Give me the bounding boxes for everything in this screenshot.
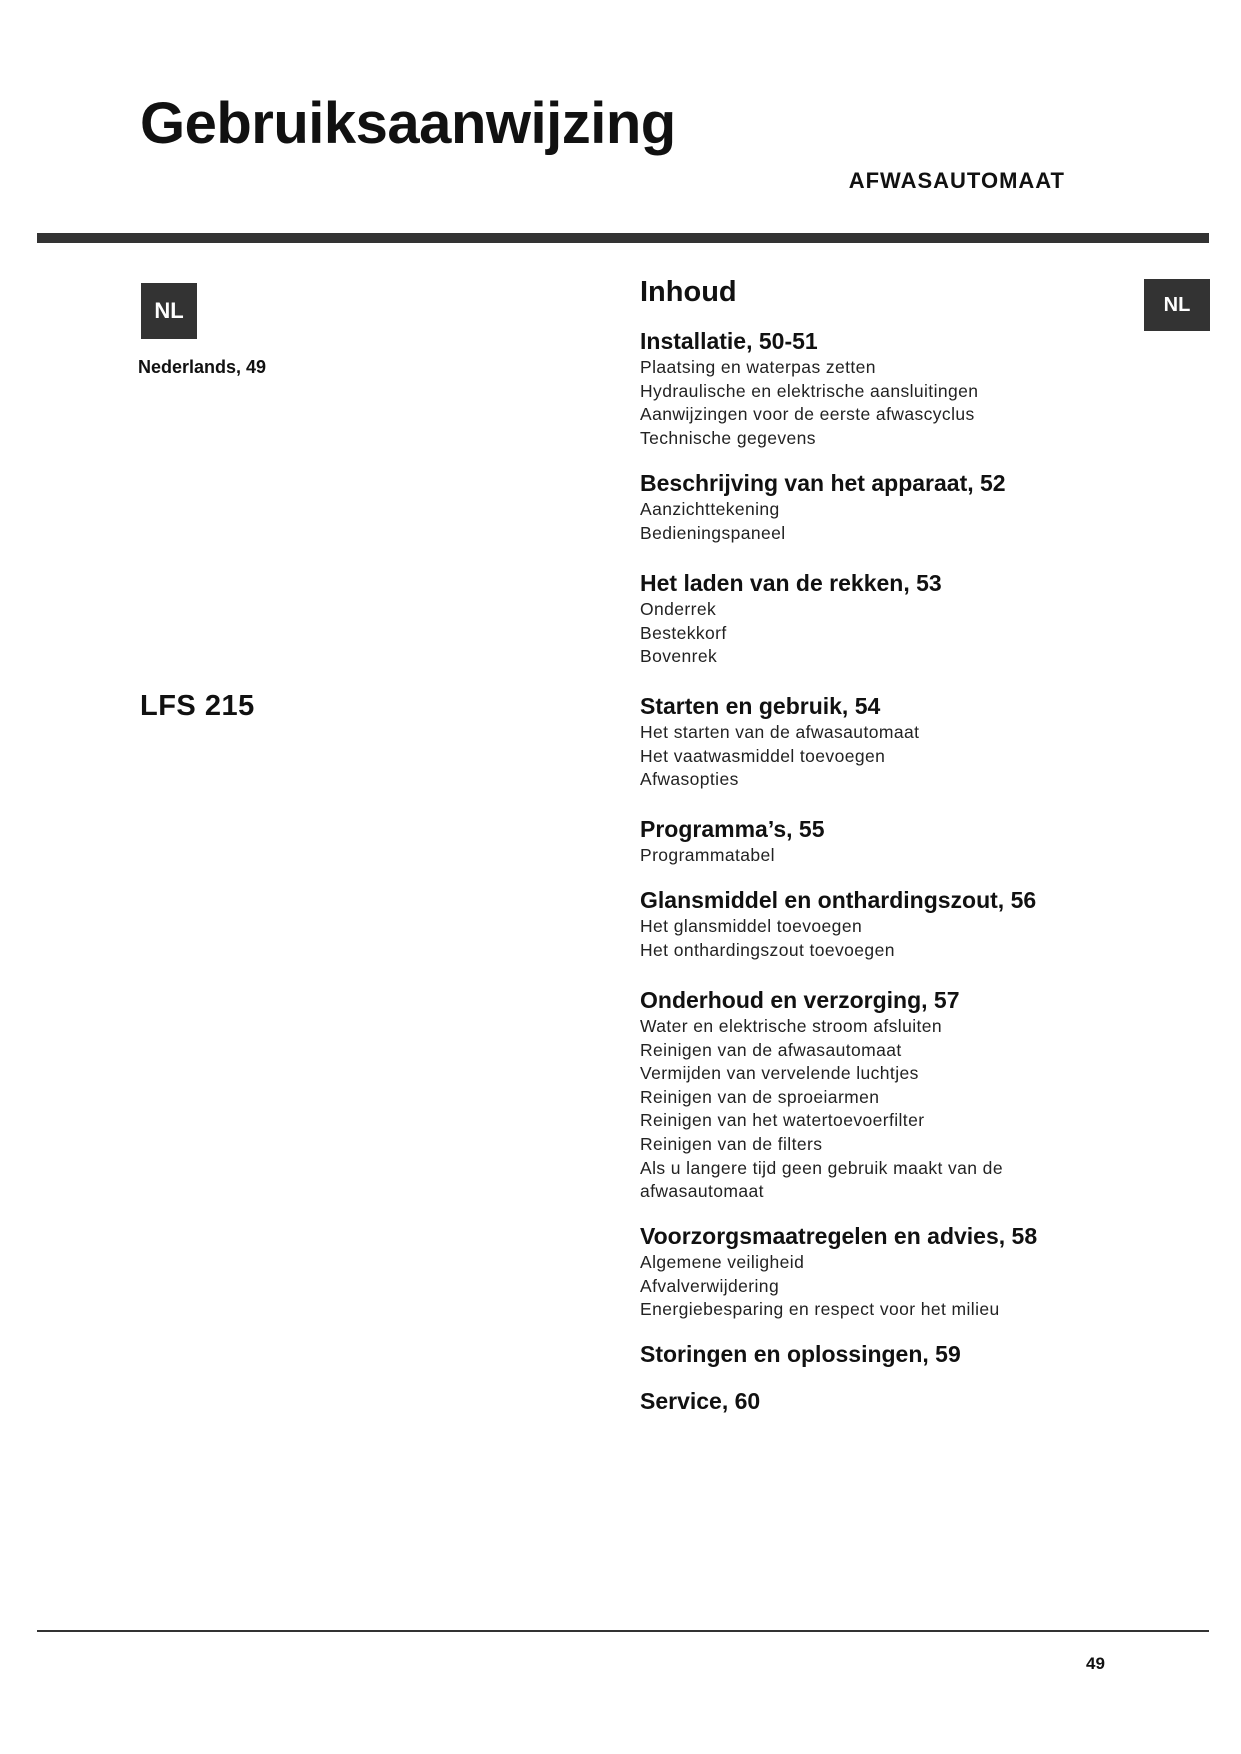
- toc-heading: Starten en gebruik, 54: [640, 693, 881, 719]
- toc-item: Afwasopties: [640, 769, 739, 790]
- toc-item: Reinigen van het watertoevoerfilter: [640, 1110, 925, 1131]
- toc-title: Inhoud: [640, 276, 737, 308]
- toc-item: Als u langere tijd geen gebruik maakt van de: [640, 1157, 1003, 1178]
- toc-item: Algemene veiligheid: [640, 1252, 805, 1272]
- toc-item: Het onthardingszout toevoegen: [640, 939, 895, 960]
- toc-item: Technische gegevens: [640, 427, 816, 448]
- bottom-divider: [37, 1630, 1209, 1632]
- model-name: LFS 215: [140, 690, 255, 722]
- toc-item: Aanwijzingen voor de eerste afwascyclus: [640, 404, 975, 425]
- toc-item: Reinigen van de sproeiarmen: [640, 1086, 880, 1107]
- toc-heading: Installatie, 50-51: [640, 328, 818, 354]
- toc-item: Reinigen van de filters: [640, 1133, 823, 1154]
- toc-section-laden: [640, 568, 1080, 669]
- toc-item: Water en elektrische stroom afsluiten: [640, 1016, 943, 1036]
- toc-item: Programmatabel: [640, 845, 775, 865]
- toc-heading: Beschrijving van het apparaat, 52: [640, 470, 1006, 496]
- toc-section-onderhoud: [640, 985, 1080, 1204]
- toc-item: Hydraulische en elektrische aansluitingen: [640, 380, 979, 401]
- page-title: Gebruiksaanwijzing: [140, 91, 676, 156]
- toc-item: Bovenrek: [640, 646, 718, 667]
- toc-section-starten: [640, 691, 1080, 792]
- toc-item: Het starten van de afwasautomaat: [640, 722, 920, 742]
- toc-heading: Het laden van de rekken, 53: [640, 570, 942, 596]
- toc-item: Reinigen van de afwasautomaat: [640, 1039, 902, 1060]
- toc-heading: Onderhoud en verzorging, 57: [640, 987, 960, 1013]
- toc-heading: Glansmiddel en onthardingszout, 56: [640, 887, 1037, 913]
- language-badge-right: NL: [1144, 279, 1210, 331]
- document-subtitle: AFWASAUTOMAAT: [848, 168, 1065, 193]
- toc-section-beschrijving: [640, 468, 1080, 545]
- toc-section-programmas: [640, 814, 1080, 868]
- toc-heading: Storingen en oplossingen, 59: [640, 1341, 961, 1367]
- toc-section-storingen: [640, 1339, 1080, 1369]
- toc-heading: Programma’s, 55: [640, 816, 825, 842]
- toc-heading: Service, 60: [640, 1388, 761, 1414]
- toc-section-glansmiddel: [640, 885, 1080, 962]
- language-entry: Nederlands, 49: [138, 357, 267, 377]
- toc-item: Onderrek: [640, 599, 717, 619]
- toc-item: Bedieningspaneel: [640, 522, 786, 543]
- toc-item: Vermijden van vervelende luchtjes: [640, 1063, 919, 1084]
- page-number: 49: [1086, 1654, 1105, 1673]
- top-divider: [37, 233, 1209, 243]
- toc-section-service: [640, 1386, 1080, 1416]
- language-badge-left: NL: [141, 283, 197, 339]
- toc-item: Het vaatwasmiddel toevoegen: [640, 745, 886, 766]
- toc-item: Het glansmiddel toevoegen: [640, 916, 863, 936]
- toc-item: Energiebesparing en respect voor het milieu: [640, 1299, 1000, 1320]
- toc-section-installatie: [640, 326, 1080, 450]
- toc-item: Aanzichttekening: [640, 499, 780, 519]
- toc-item: afwasautomaat: [640, 1181, 764, 1202]
- toc-item: Afvalverwijdering: [640, 1275, 780, 1296]
- toc-section-voorzorgsmaatregelen: [640, 1221, 1080, 1322]
- toc-heading: Voorzorgsmaatregelen en advies, 58: [640, 1223, 1038, 1249]
- toc-item: Bestekkorf: [640, 622, 727, 643]
- toc-item: Plaatsing en waterpas zetten: [640, 357, 876, 377]
